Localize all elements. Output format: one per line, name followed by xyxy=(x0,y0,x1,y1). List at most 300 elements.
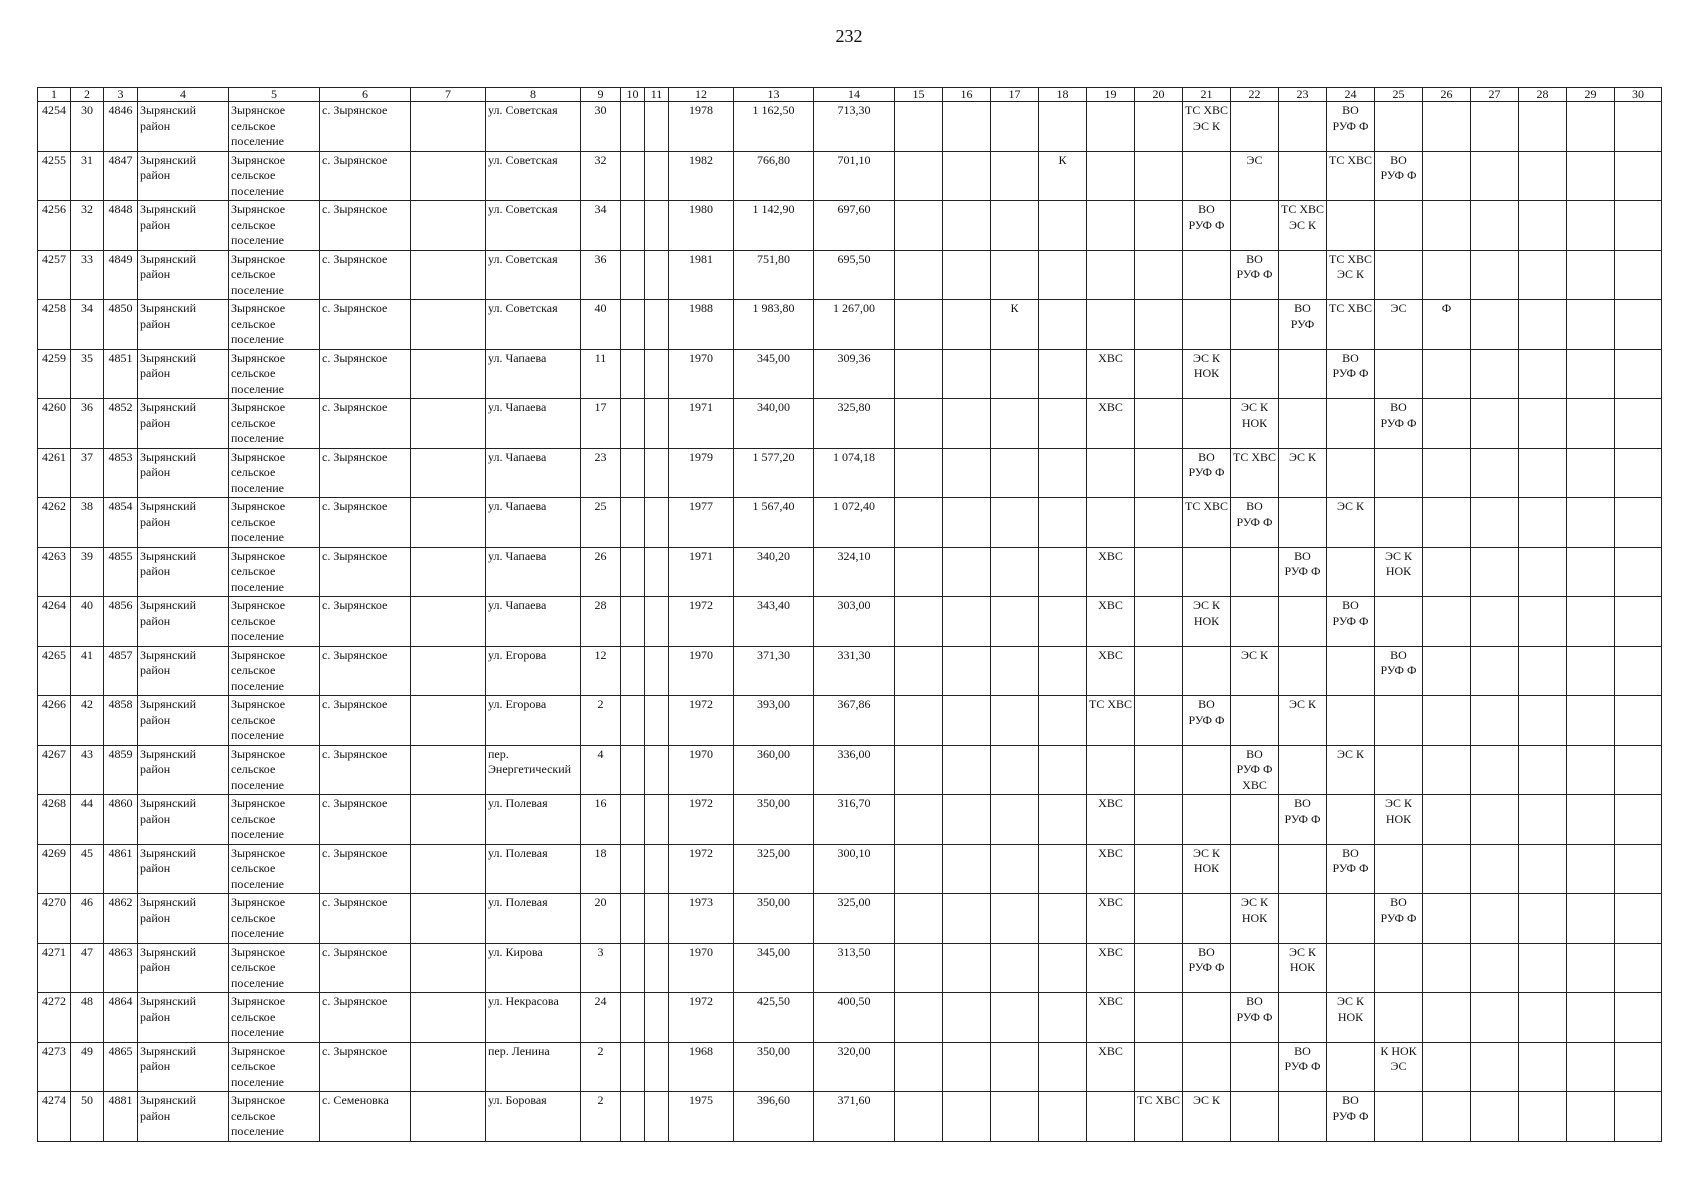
column-30-cell xyxy=(1615,102,1662,152)
column-7-cell xyxy=(411,1092,486,1142)
column-17-cell xyxy=(991,250,1039,300)
column-15-cell xyxy=(895,696,943,746)
house-number-cell: 18 xyxy=(581,844,621,894)
object-id-cell: 4863 xyxy=(104,943,138,993)
column-29-cell xyxy=(1567,102,1615,152)
settlement-cell: Зырянское сельское поселение xyxy=(229,795,320,845)
year-cell: 1980 xyxy=(669,201,734,251)
living-area-cell: 309,36 xyxy=(814,349,895,399)
column-16-cell xyxy=(943,399,991,449)
column-30-cell xyxy=(1615,1042,1662,1092)
settlement-cell: Зырянское сельское поселение xyxy=(229,745,320,795)
column-17-cell xyxy=(991,646,1039,696)
column-17-cell xyxy=(991,547,1039,597)
year-cell: 1970 xyxy=(669,745,734,795)
column-24-cell xyxy=(1327,646,1375,696)
record-number-cell: 4255 xyxy=(38,151,71,201)
column-24-cell xyxy=(1327,943,1375,993)
total-area-cell: 1 567,40 xyxy=(734,498,814,548)
column-21-cell: ТС ХВС ЭС К xyxy=(1183,102,1231,152)
column-20-cell xyxy=(1135,943,1183,993)
column-10-cell xyxy=(621,993,645,1043)
column-22-cell: ЭС xyxy=(1231,151,1279,201)
year-cell: 1972 xyxy=(669,993,734,1043)
district-cell: Зырянский район xyxy=(138,894,229,944)
column-11-cell xyxy=(645,547,669,597)
column-30-cell xyxy=(1615,1092,1662,1142)
district-cell: Зырянский район xyxy=(138,250,229,300)
column-15-cell xyxy=(895,300,943,350)
table-row xyxy=(38,745,1662,795)
record-number-cell: 4266 xyxy=(38,696,71,746)
column-7-cell xyxy=(411,943,486,993)
column-18-cell xyxy=(1039,745,1087,795)
column-18-cell xyxy=(1039,448,1087,498)
column-24-cell xyxy=(1327,1042,1375,1092)
house-number-cell: 28 xyxy=(581,597,621,647)
column-19-cell xyxy=(1087,300,1135,350)
total-area-cell: 1 142,90 xyxy=(734,201,814,251)
column-26-cell xyxy=(1423,448,1471,498)
column-22-cell xyxy=(1231,844,1279,894)
house-number-cell: 26 xyxy=(581,547,621,597)
column-header-8: 8 xyxy=(486,88,581,102)
column-16-cell xyxy=(943,646,991,696)
record-number-cell: 4272 xyxy=(38,993,71,1043)
column-16-cell xyxy=(943,696,991,746)
column-27-cell xyxy=(1471,795,1519,845)
column-24-cell xyxy=(1327,795,1375,845)
column-header-18: 18 xyxy=(1039,88,1087,102)
locality-cell: с. Семеновка xyxy=(320,1092,411,1142)
street-cell: ул. Чапаева xyxy=(486,399,581,449)
column-23-cell xyxy=(1279,597,1327,647)
column-18-cell xyxy=(1039,597,1087,647)
table-row xyxy=(38,1092,1662,1142)
column-22-cell: ТС ХВС xyxy=(1231,448,1279,498)
column-15-cell xyxy=(895,547,943,597)
district-cell: Зырянский район xyxy=(138,498,229,548)
column-18-cell xyxy=(1039,646,1087,696)
row-number-cell: 46 xyxy=(71,894,104,944)
column-7-cell xyxy=(411,300,486,350)
column-10-cell xyxy=(621,1092,645,1142)
column-24-cell: ВО РУФ Ф xyxy=(1327,597,1375,647)
settlement-cell: Зырянское сельское поселение xyxy=(229,696,320,746)
column-21-cell xyxy=(1183,894,1231,944)
record-number-cell: 4256 xyxy=(38,201,71,251)
column-23-cell xyxy=(1279,894,1327,944)
column-16-cell xyxy=(943,1092,991,1142)
year-cell: 1978 xyxy=(669,102,734,152)
column-25-cell xyxy=(1375,102,1423,152)
living-area-cell: 701,10 xyxy=(814,151,895,201)
table-row xyxy=(38,795,1662,845)
district-cell: Зырянский район xyxy=(138,844,229,894)
column-11-cell xyxy=(645,943,669,993)
column-23-cell: ВО РУФ Ф xyxy=(1279,547,1327,597)
column-10-cell xyxy=(621,646,645,696)
locality-cell: с. Зырянское xyxy=(320,300,411,350)
column-17-cell xyxy=(991,597,1039,647)
column-22-cell xyxy=(1231,300,1279,350)
settlement-cell: Зырянское сельское поселение xyxy=(229,498,320,548)
column-23-cell xyxy=(1279,498,1327,548)
column-18-cell xyxy=(1039,399,1087,449)
row-number-cell: 39 xyxy=(71,547,104,597)
column-11-cell xyxy=(645,300,669,350)
column-7-cell xyxy=(411,894,486,944)
column-20-cell xyxy=(1135,349,1183,399)
column-22-cell: ВО РУФ Ф xyxy=(1231,993,1279,1043)
record-number-cell: 4273 xyxy=(38,1042,71,1092)
street-cell: ул. Советская xyxy=(486,201,581,251)
column-20-cell: ТС ХВС xyxy=(1135,1092,1183,1142)
column-20-cell xyxy=(1135,646,1183,696)
object-id-cell: 4848 xyxy=(104,201,138,251)
column-22-cell xyxy=(1231,547,1279,597)
column-27-cell xyxy=(1471,894,1519,944)
column-16-cell xyxy=(943,102,991,152)
column-30-cell xyxy=(1615,696,1662,746)
record-number-cell: 4264 xyxy=(38,597,71,647)
column-21-cell: ЭС К НОК xyxy=(1183,349,1231,399)
column-29-cell xyxy=(1567,349,1615,399)
total-area-cell: 345,00 xyxy=(734,349,814,399)
column-20-cell xyxy=(1135,151,1183,201)
column-28-cell xyxy=(1519,894,1567,944)
column-23-cell xyxy=(1279,349,1327,399)
column-28-cell xyxy=(1519,745,1567,795)
column-29-cell xyxy=(1567,993,1615,1043)
column-20-cell xyxy=(1135,547,1183,597)
column-21-cell: ВО РУФ Ф xyxy=(1183,943,1231,993)
column-26-cell xyxy=(1423,943,1471,993)
settlement-cell: Зырянское сельское поселение xyxy=(229,547,320,597)
column-18-cell xyxy=(1039,1042,1087,1092)
column-header-24: 24 xyxy=(1327,88,1375,102)
column-26-cell xyxy=(1423,894,1471,944)
column-28-cell xyxy=(1519,151,1567,201)
column-30-cell xyxy=(1615,795,1662,845)
total-area-cell: 325,00 xyxy=(734,844,814,894)
column-23-cell xyxy=(1279,102,1327,152)
record-number-cell: 4271 xyxy=(38,943,71,993)
house-number-cell: 2 xyxy=(581,1042,621,1092)
column-25-cell xyxy=(1375,1092,1423,1142)
year-cell: 1981 xyxy=(669,250,734,300)
settlement-cell: Зырянское сельское поселение xyxy=(229,894,320,944)
district-cell: Зырянский район xyxy=(138,745,229,795)
column-25-cell: ВО РУФ Ф xyxy=(1375,399,1423,449)
column-20-cell xyxy=(1135,993,1183,1043)
column-15-cell xyxy=(895,399,943,449)
column-19-cell: ТС ХВС xyxy=(1087,696,1135,746)
column-16-cell xyxy=(943,250,991,300)
column-29-cell xyxy=(1567,300,1615,350)
column-20-cell xyxy=(1135,696,1183,746)
column-17-cell xyxy=(991,943,1039,993)
column-11-cell xyxy=(645,448,669,498)
column-25-cell: ЭС К НОК xyxy=(1375,547,1423,597)
column-21-cell xyxy=(1183,300,1231,350)
column-25-cell xyxy=(1375,943,1423,993)
column-23-cell: ЭС К xyxy=(1279,448,1327,498)
column-7-cell xyxy=(411,102,486,152)
column-15-cell xyxy=(895,745,943,795)
record-number-cell: 4261 xyxy=(38,448,71,498)
street-cell: ул. Советская xyxy=(486,151,581,201)
column-11-cell xyxy=(645,250,669,300)
column-7-cell xyxy=(411,844,486,894)
column-16-cell xyxy=(943,300,991,350)
column-15-cell xyxy=(895,597,943,647)
column-28-cell xyxy=(1519,1092,1567,1142)
column-21-cell xyxy=(1183,151,1231,201)
row-number-cell: 30 xyxy=(71,102,104,152)
district-cell: Зырянский район xyxy=(138,151,229,201)
column-26-cell: Ф xyxy=(1423,300,1471,350)
row-number-cell: 48 xyxy=(71,993,104,1043)
column-10-cell xyxy=(621,102,645,152)
column-24-cell xyxy=(1327,547,1375,597)
column-10-cell xyxy=(621,745,645,795)
living-area-cell: 316,70 xyxy=(814,795,895,845)
table-body xyxy=(38,102,1662,1142)
row-number-cell: 37 xyxy=(71,448,104,498)
column-17-cell: К xyxy=(991,300,1039,350)
table-row xyxy=(38,646,1662,696)
column-25-cell: ВО РУФ Ф xyxy=(1375,646,1423,696)
column-26-cell xyxy=(1423,1042,1471,1092)
column-19-cell xyxy=(1087,250,1135,300)
year-cell: 1971 xyxy=(669,547,734,597)
living-area-cell: 325,00 xyxy=(814,894,895,944)
district-cell: Зырянский район xyxy=(138,597,229,647)
column-10-cell xyxy=(621,795,645,845)
column-28-cell xyxy=(1519,795,1567,845)
column-28-cell xyxy=(1519,349,1567,399)
column-21-cell xyxy=(1183,547,1231,597)
column-25-cell xyxy=(1375,250,1423,300)
column-21-cell xyxy=(1183,250,1231,300)
column-21-cell: ЭС К xyxy=(1183,1092,1231,1142)
locality-cell: с. Зырянское xyxy=(320,399,411,449)
column-25-cell xyxy=(1375,745,1423,795)
house-number-cell: 17 xyxy=(581,399,621,449)
column-22-cell xyxy=(1231,943,1279,993)
column-18-cell: К xyxy=(1039,151,1087,201)
column-24-cell: ТС ХВС ЭС К xyxy=(1327,250,1375,300)
column-29-cell xyxy=(1567,448,1615,498)
column-15-cell xyxy=(895,201,943,251)
column-30-cell xyxy=(1615,498,1662,548)
row-number-cell: 41 xyxy=(71,646,104,696)
record-number-cell: 4265 xyxy=(38,646,71,696)
column-23-cell xyxy=(1279,399,1327,449)
house-number-cell: 34 xyxy=(581,201,621,251)
column-25-cell xyxy=(1375,349,1423,399)
column-24-cell: ВО РУФ Ф xyxy=(1327,102,1375,152)
column-28-cell xyxy=(1519,844,1567,894)
column-15-cell xyxy=(895,844,943,894)
column-header-7: 7 xyxy=(411,88,486,102)
column-25-cell xyxy=(1375,448,1423,498)
column-11-cell xyxy=(645,102,669,152)
district-cell: Зырянский район xyxy=(138,1042,229,1092)
table-row xyxy=(38,993,1662,1043)
locality-cell: с. Зырянское xyxy=(320,795,411,845)
column-27-cell xyxy=(1471,399,1519,449)
living-area-cell: 695,50 xyxy=(814,250,895,300)
column-19-cell xyxy=(1087,151,1135,201)
column-21-cell xyxy=(1183,795,1231,845)
column-22-cell: ВО РУФ Ф xyxy=(1231,498,1279,548)
total-area-cell: 751,80 xyxy=(734,250,814,300)
column-19-cell xyxy=(1087,498,1135,548)
table-row xyxy=(38,597,1662,647)
row-number-cell: 40 xyxy=(71,597,104,647)
column-7-cell xyxy=(411,597,486,647)
record-number-cell: 4258 xyxy=(38,300,71,350)
street-cell: ул. Чапаева xyxy=(486,498,581,548)
year-cell: 1972 xyxy=(669,844,734,894)
street-cell: пер. Энергетический xyxy=(486,745,581,795)
year-cell: 1972 xyxy=(669,597,734,647)
column-18-cell xyxy=(1039,250,1087,300)
house-number-cell: 36 xyxy=(581,250,621,300)
street-cell: ул. Полевая xyxy=(486,844,581,894)
column-25-cell xyxy=(1375,498,1423,548)
column-19-cell: ХВС xyxy=(1087,349,1135,399)
row-number-cell: 44 xyxy=(71,795,104,845)
total-area-cell: 425,50 xyxy=(734,993,814,1043)
column-11-cell xyxy=(645,844,669,894)
column-10-cell xyxy=(621,844,645,894)
table-row xyxy=(38,300,1662,350)
column-16-cell xyxy=(943,597,991,647)
total-area-cell: 340,20 xyxy=(734,547,814,597)
column-17-cell xyxy=(991,448,1039,498)
column-19-cell: ХВС xyxy=(1087,1042,1135,1092)
column-7-cell xyxy=(411,696,486,746)
column-7-cell xyxy=(411,1042,486,1092)
column-24-cell xyxy=(1327,696,1375,746)
object-id-cell: 4849 xyxy=(104,250,138,300)
column-23-cell xyxy=(1279,646,1327,696)
column-30-cell xyxy=(1615,745,1662,795)
year-cell: 1973 xyxy=(669,894,734,944)
column-20-cell xyxy=(1135,102,1183,152)
column-16-cell xyxy=(943,498,991,548)
column-10-cell xyxy=(621,250,645,300)
settlement-cell: Зырянское сельское поселение xyxy=(229,349,320,399)
street-cell: ул. Чапаева xyxy=(486,349,581,399)
column-19-cell: ХВС xyxy=(1087,894,1135,944)
column-30-cell xyxy=(1615,844,1662,894)
column-24-cell: ВО РУФ Ф xyxy=(1327,844,1375,894)
column-29-cell xyxy=(1567,1092,1615,1142)
column-21-cell xyxy=(1183,646,1231,696)
table-row xyxy=(38,151,1662,201)
locality-cell: с. Зырянское xyxy=(320,102,411,152)
column-28-cell xyxy=(1519,448,1567,498)
column-27-cell xyxy=(1471,250,1519,300)
column-18-cell xyxy=(1039,844,1087,894)
column-24-cell: ЭС К xyxy=(1327,745,1375,795)
column-23-cell xyxy=(1279,1092,1327,1142)
column-17-cell xyxy=(991,993,1039,1043)
column-21-cell xyxy=(1183,1042,1231,1092)
total-area-cell: 343,40 xyxy=(734,597,814,647)
object-id-cell: 4852 xyxy=(104,399,138,449)
year-cell: 1982 xyxy=(669,151,734,201)
locality-cell: с. Зырянское xyxy=(320,151,411,201)
column-26-cell xyxy=(1423,102,1471,152)
record-number-cell: 4262 xyxy=(38,498,71,548)
column-header-4: 4 xyxy=(138,88,229,102)
column-21-cell: ЭС К НОК xyxy=(1183,597,1231,647)
column-header-14: 14 xyxy=(814,88,895,102)
column-26-cell xyxy=(1423,696,1471,746)
locality-cell: с. Зырянское xyxy=(320,250,411,300)
column-22-cell xyxy=(1231,349,1279,399)
object-id-cell: 4851 xyxy=(104,349,138,399)
column-25-cell: ВО РУФ Ф xyxy=(1375,894,1423,944)
total-area-cell: 350,00 xyxy=(734,795,814,845)
district-cell: Зырянский район xyxy=(138,943,229,993)
column-19-cell xyxy=(1087,448,1135,498)
settlement-cell: Зырянское сельское поселение xyxy=(229,250,320,300)
column-10-cell xyxy=(621,448,645,498)
column-19-cell: ХВС xyxy=(1087,844,1135,894)
district-cell: Зырянский район xyxy=(138,795,229,845)
table-row xyxy=(38,250,1662,300)
column-10-cell xyxy=(621,300,645,350)
page-number: 232 xyxy=(835,26,863,46)
column-18-cell xyxy=(1039,498,1087,548)
year-cell: 1971 xyxy=(669,399,734,449)
column-28-cell xyxy=(1519,993,1567,1043)
total-area-cell: 350,00 xyxy=(734,894,814,944)
locality-cell: с. Зырянское xyxy=(320,597,411,647)
column-30-cell xyxy=(1615,349,1662,399)
column-22-cell xyxy=(1231,597,1279,647)
column-10-cell xyxy=(621,201,645,251)
column-7-cell xyxy=(411,646,486,696)
column-20-cell xyxy=(1135,597,1183,647)
column-21-cell: ВО РУФ Ф xyxy=(1183,696,1231,746)
column-11-cell xyxy=(645,646,669,696)
column-29-cell xyxy=(1567,943,1615,993)
total-area-cell: 345,00 xyxy=(734,943,814,993)
total-area-cell: 360,00 xyxy=(734,745,814,795)
column-28-cell xyxy=(1519,547,1567,597)
living-area-cell: 300,10 xyxy=(814,844,895,894)
locality-cell: с. Зырянское xyxy=(320,696,411,746)
column-30-cell xyxy=(1615,300,1662,350)
column-19-cell xyxy=(1087,745,1135,795)
object-id-cell: 4865 xyxy=(104,1042,138,1092)
living-area-cell: 320,00 xyxy=(814,1042,895,1092)
living-area-cell: 371,60 xyxy=(814,1092,895,1142)
column-header-25: 25 xyxy=(1375,88,1423,102)
column-17-cell xyxy=(991,1092,1039,1142)
street-cell: ул. Чапаева xyxy=(486,448,581,498)
column-28-cell xyxy=(1519,943,1567,993)
column-7-cell xyxy=(411,250,486,300)
record-number-cell: 4257 xyxy=(38,250,71,300)
